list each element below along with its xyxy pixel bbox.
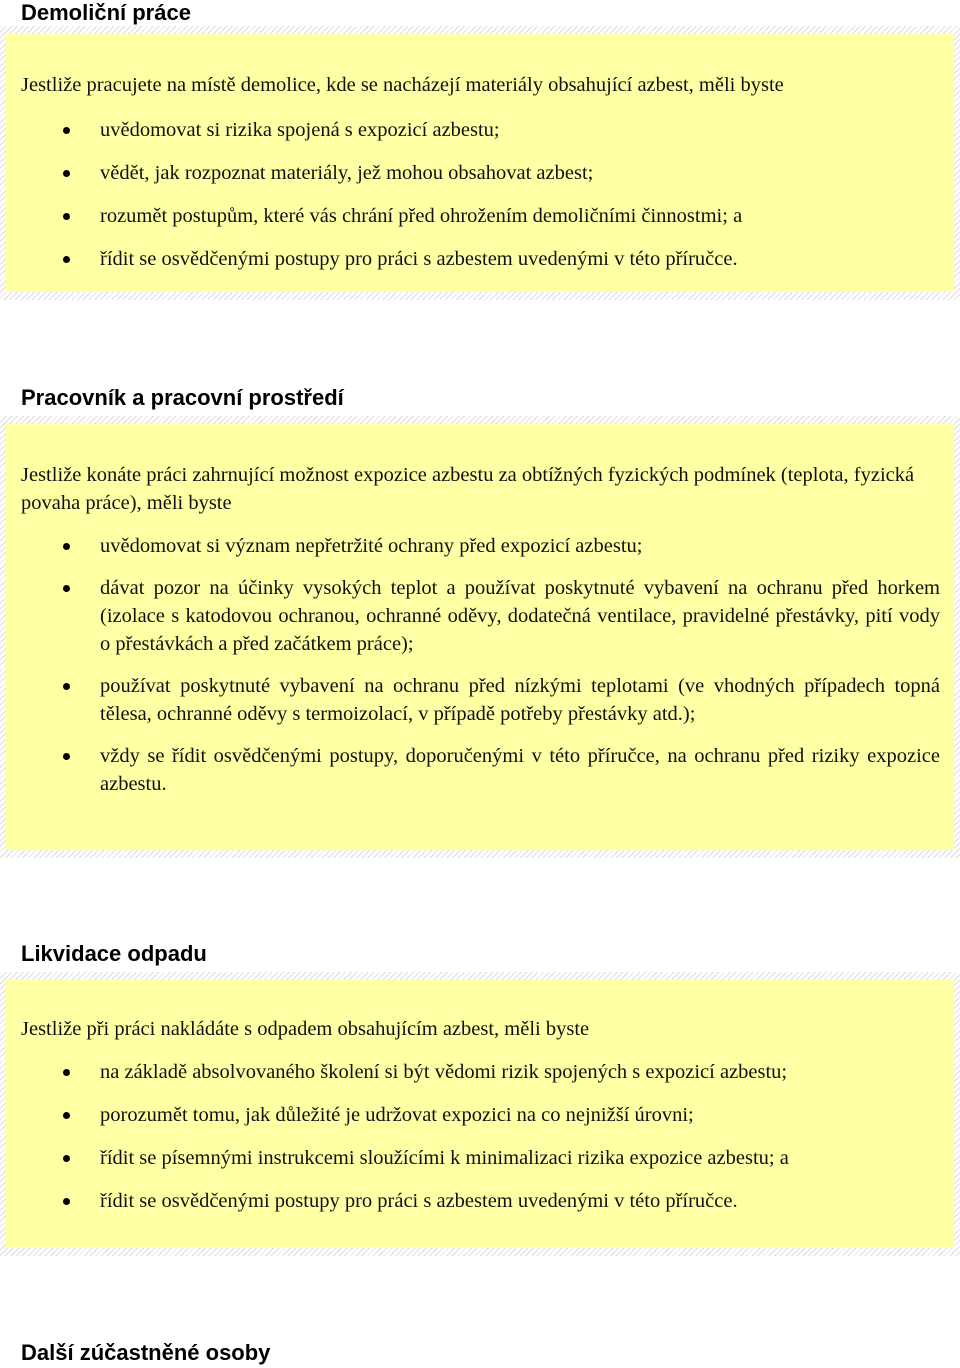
list-item <box>21 1058 940 1086</box>
bullet-icon <box>63 1112 70 1119</box>
bullet-list <box>21 532 940 798</box>
bullet-list <box>21 1058 940 1215</box>
list-item-text: řídit se osvědčenými postupy pro práci s azbestem uvedenými v této příručce. <box>100 1190 738 1212</box>
bullet-icon <box>63 1069 70 1076</box>
list-item-text: dávat pozor na účinky vysokých teplot a používat poskytnuté vybavení na ochranu před horkem (izolace s katodovou ochranou, ochranné oděvy, dodatečná ventilace, pravidelné přestávky, pití vody o přestávkách a před začátkem práce); <box>100 577 940 655</box>
list-item-text: porozumět tomu, jak důležité je udržovat expozici na co nejnižší úrovni; <box>100 1104 694 1126</box>
bullet-icon <box>63 753 70 760</box>
bullet-icon <box>63 1198 70 1205</box>
list-item <box>21 159 940 187</box>
bullet-icon <box>63 170 70 177</box>
list-item <box>21 1144 940 1172</box>
bullet-icon <box>63 543 70 550</box>
info-box-likvidace-odpadu <box>0 972 960 1256</box>
bullet-icon <box>63 1155 70 1162</box>
list-item <box>21 532 940 560</box>
info-box-demolicni-prace <box>0 26 960 300</box>
bullet-icon <box>63 683 70 690</box>
section-heading-demolicni-prace: Demoliční práce <box>21 0 191 25</box>
list-item-text: vědět, jak rozpoznat materiály, jež mohou obsahovat azbest; <box>100 162 594 184</box>
list-item-text: používat poskytnuté vybavení na ochranu před nízkými teplotami (ve vhodných případech topná tělesa, ochranné oděvy s termoizolací, v případě potřeby přestávky atd.); <box>100 675 940 725</box>
intro-text: Jestliže při práci nakládáte s odpadem obsahujícím azbest, měli byste <box>21 1018 590 1040</box>
intro-text: Jestliže konáte práci zahrnující možnost expozice azbestu za obtížných fyzických podmínek (teplota, fyzická povaha práce), měli byste <box>21 464 915 514</box>
list-item-text: uvědomovat si význam nepřetržité ochrany před expozicí azbestu; <box>100 535 643 557</box>
list-item <box>21 1187 940 1215</box>
list-item-text: řídit se osvědčenými postupy pro práci s azbestem uvedenými v této příručce. <box>100 248 738 270</box>
list-item <box>21 202 940 230</box>
list-item-text: vždy se řídit osvědčenými postupy, doporučenými v této příručce, na ochranu před riziky expozice azbestu. <box>100 745 940 795</box>
list-item <box>21 672 940 728</box>
section-heading-pracovnik: Pracovník a pracovní prostředí <box>21 385 344 410</box>
info-box-pracovnik <box>0 416 960 858</box>
list-item <box>21 116 940 144</box>
section-heading-likvidace-odpadu: Likvidace odpadu <box>21 941 207 966</box>
bullet-icon <box>63 585 70 592</box>
bullet-list <box>21 116 940 273</box>
list-item <box>21 1101 940 1129</box>
bullet-icon <box>63 127 70 134</box>
list-item-text: na základě absolvovaného školení si být vědomi rizik spojených s expozicí azbestu; <box>100 1061 788 1083</box>
section-heading-dalsi-osoby: Další zúčastněné osoby <box>21 1340 271 1365</box>
list-item <box>21 245 940 273</box>
bullet-icon <box>63 256 70 263</box>
list-item <box>21 742 940 798</box>
list-item <box>21 574 940 658</box>
list-item-text: uvědomovat si rizika spojená s expozicí azbestu; <box>100 119 500 141</box>
list-item-text: rozumět postupům, které vás chrání před ohrožením demoličními činnostmi; a <box>100 205 743 227</box>
intro-text: Jestliže pracujete na místě demolice, kde se nacházejí materiály obsahující azbest, měli byste <box>21 74 784 96</box>
list-item-text: řídit se písemnými instrukcemi sloužícími k minimalizaci rizika expozice azbestu; a <box>100 1147 789 1169</box>
bullet-icon <box>63 213 70 220</box>
